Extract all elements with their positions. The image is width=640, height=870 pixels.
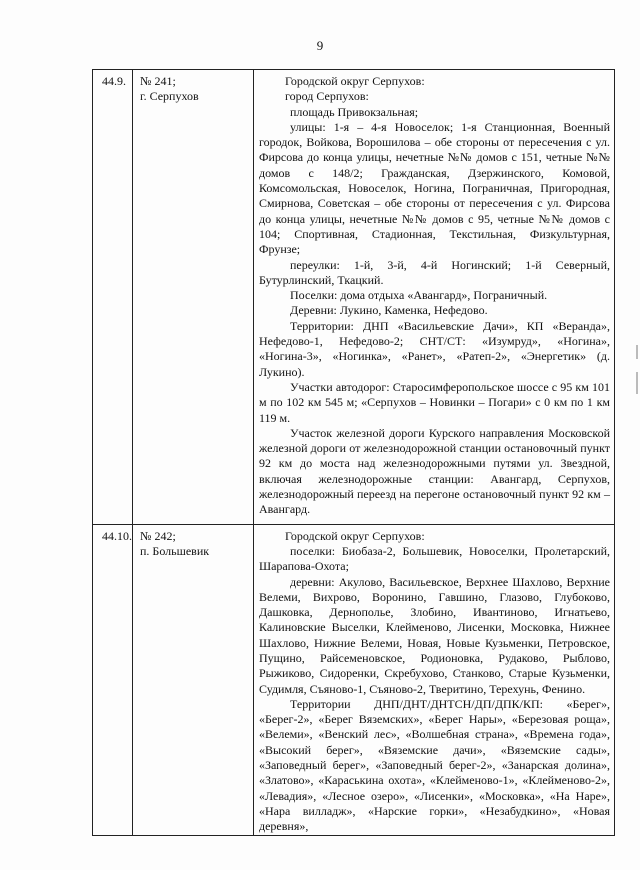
station-cell bbox=[133, 524, 254, 835]
description-paragraph: переулки: 1-й, 3-й, 4-й Ногинский; 1-й Северный, Бутурлинский, Ткацкий. bbox=[259, 257, 610, 287]
row-number: 44.9. bbox=[102, 74, 126, 88]
table-row bbox=[93, 70, 615, 525]
description-paragraph: деревни: Акулово, Васильевское, Верхнее Шахлово, Верхние Велеми, Вихрово, Воронино, Гавшино, Глазово, Глубоково, Дашковка, Дернополье, Злобино, Ивантиново, Игнатьево, Калиновские Выселки, Клейменово, Лисенки, Московка, Нижнее Шахлово, Нижние Велеми, Новая, Новые Кузьменки, Петровское, Пущино, Райсеменовское, Родионовка, Рудаково, Рыблово, Рыжиково, Сидоренки, Скребухово, Станково, Старые Кузьменки, Судимля, Съяново-1, Съяново-2, Тверитино, Терехунь, Фенино. bbox=[259, 574, 610, 696]
description-paragraph: Участок железной дороги Курского направления Московской железной дороги от железнодорожной станции остановочный пункт 92 км до моста над железнодорожными путями ул. Звездной, включая железнодорожные станции: Авангард, Серпухов, железнодорожный переезд на перегоне остановочный пункт 92 км – Авангард. bbox=[259, 425, 610, 517]
station-cell bbox=[133, 70, 254, 525]
description-paragraph: город Серпухов: bbox=[285, 89, 369, 104]
page-number: 9 bbox=[316, 38, 324, 53]
description-paragraph: поселки: Биобаза-2, Большевик, Новоселки, Пролетарский, Шарапова-Охота; bbox=[259, 543, 610, 574]
document-table bbox=[92, 69, 615, 836]
station-number: № 242; bbox=[140, 528, 176, 543]
description-paragraph: Территории ДНП/ДНТ/ДНТСН/ДП/ДПК/КП: «Берег», «Берег-2», «Берег Вяземских», «Берег Нары», «Березовая роща», «Велеми», «Венский лес», «Волшебная страна», «Времена года», «Высокий берег», «Вяземские дачи», «Вяземские сады», «Заповедный берег», «Заповедный берег-2», «Занарская долина», «Златово», «Караськина охота», «Клейменово-1», «Клейменово-2», «Левадия», «Лесное озеро», «Лисенки», «Московка», «На Наре», «Нара вилладж», «Нарские горки», «Незабудкино», «Новая деревня», bbox=[259, 696, 610, 834]
description-paragraph: Территории: ДНП «Васильевские Дачи», КП «Веранда», Нефедово-1, Нефедово-2; СНТ/СТ: «Изумруд», «Ногина», «Ногина-3», «Ногинка», «Ранет», «Ратеп-2», «Энергетик» (д. Лукино). bbox=[259, 318, 610, 379]
description-paragraph: площадь Привокзальная; bbox=[290, 104, 419, 119]
scan-artifact bbox=[636, 372, 638, 394]
table-row bbox=[93, 524, 615, 835]
row-number-cell bbox=[93, 524, 133, 835]
description-paragraph: улицы: 1-я – 4-я Новоселок; 1-я Станционная, Военный городок, Войкова, Ворошилова – обе стороны от пересечения с ул. Фирсова до конца улицы, нечетные №№ домов с 151, четные №№ домов с 148/2; Гражданская, Дзержинского, Комовой, Комсомольская, Новоселок, Ногина, Пограничная, Пригородная, Смирнова, Советская – обе стороны от пересечения с ул. Фирсова до конца улицы, нечетные №№ домов с 95, четные №№ домов с 104; Спортивная, Стадионная, Текстильная, Физкультурная, Фрунзе; bbox=[259, 119, 610, 257]
scan-artifact bbox=[636, 345, 638, 359]
territory-description bbox=[254, 70, 615, 525]
description-paragraph: Поселки: дома отдыха «Авангард», Пограничный. bbox=[290, 288, 548, 303]
territory-description bbox=[254, 524, 615, 835]
station-location: г. Серпухов bbox=[140, 89, 199, 104]
description-paragraph: Городской округ Серпухов: bbox=[285, 74, 425, 88]
description-paragraph: Городской округ Серпухов: bbox=[285, 528, 425, 543]
description-paragraph: Деревни: Лукино, Каменка, Нефедово. bbox=[290, 303, 488, 318]
station-number: № 241; bbox=[140, 74, 176, 88]
station-location: п. Большевик bbox=[140, 543, 210, 558]
row-number: 44.10. bbox=[102, 528, 132, 543]
description-paragraph: Участки автодорог: Старосимферопольское шоссе с 95 км 101 м по 102 км 545 м; «Серпухов – Новинки – Погари» с 0 км по 1 км 119 м. bbox=[259, 379, 610, 425]
row-number-cell bbox=[93, 70, 133, 525]
